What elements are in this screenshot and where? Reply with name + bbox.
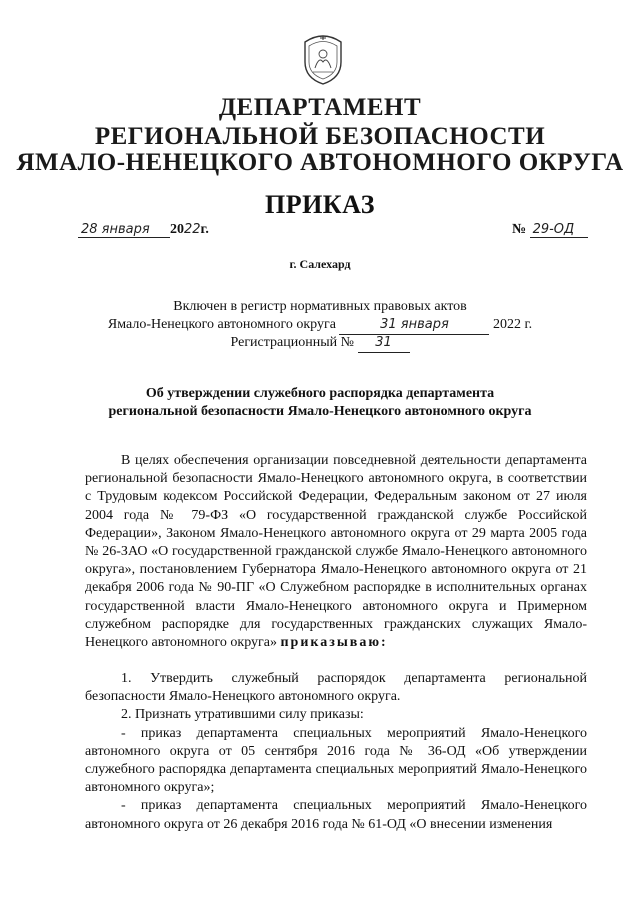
item-2b: - приказ департамента специальных мероприятий Ямало-Ненецкого автономного округа от 26 декабря 2016 года № 61-ОД «О внесении изменения — [85, 798, 587, 832]
preamble-paragraph — [85, 452, 587, 652]
city-line: г. Салехард — [289, 257, 351, 271]
registry-line-2-prefix: Ямало-Ненецкого автономного округа — [107, 317, 336, 332]
handwritten-registry-date: 31 января — [339, 316, 489, 335]
registry-line-2 — [0, 316, 640, 335]
subject-line-2: региональной безопасности Ямало-Ненецкого автономного округа — [108, 404, 532, 419]
order-items — [85, 670, 587, 834]
coat-of-arms-emblem — [301, 32, 345, 86]
preamble-text: В целях обеспечения организации повседневной деятельности департамента региональной безопасности Ямало-Ненецкого автономного округа, в соответствии с Трудовым кодексом Российской Федерации, Федеральным законом от 27 июля 2004 года № 79-ФЗ «О государственной гражданской службе Российской Федерации», Законом Ямало-Ненецкого автономного округа от 29 марта 2005 года № 26-ЗАО «О государственной гражданской службе Ямало-Ненецкого автономного округа», постановлением Губернатора Ямало-Ненецкого автономного округа от 21 декабря 2006 года № 90-ПГ «О Служебном распорядке в исполнительных органах государственной власти Ямало-Ненецкого автономного округа и Примерном служебном распорядке для государственных гражданских служащих Ямало-Ненецкого автономного округа» — [85, 453, 587, 651]
item-2a: - приказ департамента специальных мероприятий Ямало-Ненецкого автономного округа от 05 сентября 2016 года № 36-ОД «Об утверждении служебного распорядка департамента специальных мероприятий Ямало-Ненецкого автономного округа»; — [85, 725, 587, 796]
item-2: 2. Признать утратившими силу приказы: — [121, 707, 364, 723]
document-type-title: ПРИКАЗ — [264, 190, 376, 219]
registry-year: 2022 г. — [492, 317, 533, 332]
order-date — [78, 222, 209, 238]
year-suffix: г. — [200, 222, 209, 237]
order-number — [512, 222, 588, 238]
department-title-line-2: РЕГИОНАЛЬНОЙ БЕЗОПАСНОСТИ — [94, 123, 546, 150]
department-title-line-1: ДЕПАРТАМЕНТ — [218, 94, 422, 121]
subject-line-1: Об утверждении служебного распорядка департамента — [145, 386, 495, 401]
handwritten-number: 29-ОД — [530, 222, 588, 238]
registry-number-label: Регистрационный № — [230, 335, 354, 350]
handwritten-registry-number: 31 — [358, 334, 410, 353]
year-prefix: 20 — [170, 222, 184, 237]
item-1: 1. Утвердить служебный распорядок департамента региональной безопасности Ямало-Ненецкого автономного округа. — [85, 671, 587, 705]
order-word: приказываю: — [280, 635, 388, 651]
handwritten-date: 28 января — [78, 222, 170, 238]
handwritten-year: 22 — [184, 222, 201, 237]
registry-line-3 — [0, 334, 640, 353]
registry-line-1: Включен в регистр нормативных правовых актов — [173, 299, 467, 314]
number-label: № — [512, 222, 527, 237]
department-title-line-3: ЯМАЛО-НЕНЕЦКОГО АВТОНОМНОГО ОКРУГА — [16, 149, 624, 176]
